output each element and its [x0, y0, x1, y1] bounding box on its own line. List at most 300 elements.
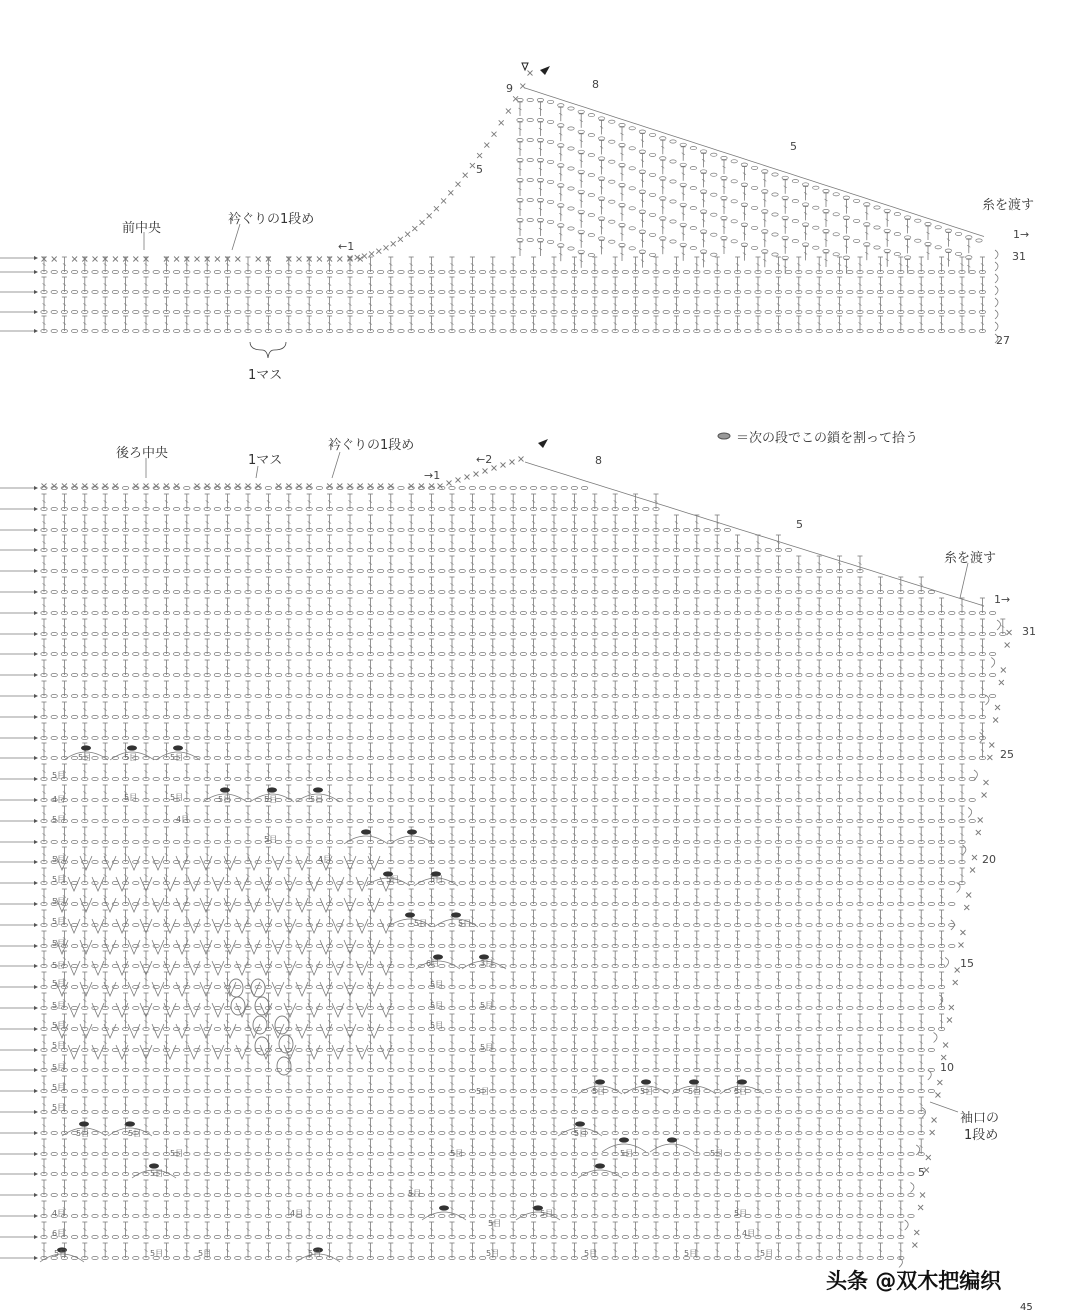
lower-chain: [765, 694, 771, 697]
lower-chain: [520, 528, 526, 531]
lower-chain: [255, 528, 261, 531]
lower-chain: [235, 777, 241, 780]
upper-shoulder-chain: [874, 206, 880, 209]
lower-chain: [418, 715, 424, 718]
upper-chain: [500, 329, 506, 332]
lower-chain: [704, 652, 710, 655]
lower-chain: [296, 632, 302, 635]
upper-shoulder-chain: [915, 219, 921, 222]
lower-chain: [337, 777, 343, 780]
lower-chain: [745, 632, 751, 635]
lower-chain: [398, 548, 404, 551]
upper-chain: [235, 310, 241, 313]
lower-chain: [133, 507, 139, 510]
upper-chain: [622, 290, 628, 293]
lower-chain: [153, 694, 159, 697]
upper-shoulder-chain: [802, 243, 808, 246]
lower-chain: [296, 590, 302, 593]
lower-chain: [275, 548, 281, 551]
upper-shoulder-chain: [568, 107, 574, 110]
lower-chain: [377, 507, 383, 510]
lower-chain: [133, 590, 139, 593]
lower-chain: [459, 611, 465, 614]
upper-shoulder-chain: [690, 207, 696, 210]
lower-chain: [418, 673, 424, 676]
upper-chain: [418, 270, 424, 273]
lower-chain: [133, 611, 139, 614]
upper-shoulder-chain: [598, 177, 604, 180]
upper-shoulder-chain: [925, 222, 931, 225]
upper-chain: [194, 290, 200, 293]
upper-chain: [296, 310, 302, 313]
upper-shoulder-chain: [690, 147, 696, 150]
upper-shoulder-chain: [904, 216, 910, 219]
lower-chain: [622, 590, 628, 593]
lower-chain: [255, 611, 261, 614]
upper-shoulder-chain: [813, 186, 819, 189]
lower-chain: [92, 611, 98, 614]
upper-shoulder-chain: [711, 193, 717, 196]
lower-chain: [459, 590, 465, 593]
lower-chain: [969, 694, 975, 697]
lower-chain: [153, 673, 159, 676]
lower-chain: [541, 611, 547, 614]
lower-chain: [704, 569, 710, 572]
lower-chain: [643, 528, 649, 531]
lower-chain: [133, 694, 139, 697]
lower-chain: [908, 736, 914, 739]
upper-shoulder-chain: [588, 234, 594, 237]
lower-chain: [479, 715, 485, 718]
upper-shoulder-chain: [813, 206, 819, 209]
upper-chain: [398, 290, 404, 293]
lower-chain: [337, 652, 343, 655]
upper-shoulder-chain: [629, 127, 635, 130]
lower-chain: [133, 715, 139, 718]
lower-chain: [765, 756, 771, 759]
lower-chain: [479, 652, 485, 655]
upper-chain: [724, 290, 730, 293]
lower-chain: [439, 756, 445, 759]
lower-chain: [51, 590, 57, 593]
lower-chain: [500, 777, 506, 780]
lower-chain: [867, 715, 873, 718]
upper-chain: [745, 310, 751, 313]
upper-chain: [724, 270, 730, 273]
upper-chain: [194, 329, 200, 332]
lower-chain: [398, 736, 404, 739]
lower-chain: [581, 715, 587, 718]
upper-shoulder-chain: [894, 253, 900, 256]
upper-shoulder-chain: [925, 242, 931, 245]
upper-chain: [847, 290, 853, 293]
lower-chain: [826, 694, 832, 697]
lower-chain: [459, 756, 465, 759]
upper-shoulder-chain: [527, 118, 533, 121]
upper-edge-curve: [995, 298, 998, 307]
lower-chain: [745, 548, 751, 551]
upper-chain: [439, 290, 445, 293]
upper-chain: [418, 329, 424, 332]
upper-shoulder-chain: [904, 236, 910, 239]
lower-chain: [928, 756, 934, 759]
upper-chain: [459, 329, 465, 332]
lower-chain: [724, 798, 730, 801]
lower-chain: [806, 569, 812, 572]
lower-chain: [296, 528, 302, 531]
lower-chain: [765, 715, 771, 718]
lower-chain: [602, 756, 608, 759]
lower-chain: [949, 736, 955, 739]
upper-chain: [51, 329, 57, 332]
lower-chain: [194, 528, 200, 531]
upper-chain: [622, 329, 628, 332]
upper-chain: [867, 329, 873, 332]
lower-chain: [745, 777, 751, 780]
lower-chain: [71, 590, 77, 593]
lower-chain: [581, 694, 587, 697]
upper-chain: [316, 310, 322, 313]
upper-chain: [71, 329, 77, 332]
lower-chain: [255, 507, 261, 510]
lower-chain: [214, 528, 220, 531]
lower-chain: [765, 777, 771, 780]
lower-chain: [479, 736, 485, 739]
lower-chain: [581, 652, 587, 655]
upper-shoulder-chain: [578, 150, 584, 153]
lower-chain: [337, 611, 343, 614]
lower-chain: [316, 528, 322, 531]
lower-row-arrow-12-head: [34, 736, 38, 740]
upper-chain: [377, 329, 383, 332]
upper-chain: [969, 290, 975, 293]
lower-row-arrow-13-head: [34, 756, 38, 760]
lower-chain: [71, 652, 77, 655]
lower-chain: [153, 569, 159, 572]
lower-chain: [92, 736, 98, 739]
lower-chain: [500, 652, 506, 655]
lower-chain: [377, 715, 383, 718]
lower-chain: [561, 486, 567, 489]
lower-chain: [296, 548, 302, 551]
lower-chain: [520, 569, 526, 572]
lower-chain: [887, 611, 893, 614]
lower-chain: [622, 756, 628, 759]
upper-shoulder-chain: [751, 166, 757, 169]
lower-chain: [704, 798, 710, 801]
lower-chain: [235, 611, 241, 614]
lower-chain: [581, 548, 587, 551]
lower-chain: [683, 569, 689, 572]
lower-chain: [235, 528, 241, 531]
lower-chain: [235, 632, 241, 635]
lower-chain: [398, 632, 404, 635]
upper-chain: [214, 290, 220, 293]
lower-chain: [398, 569, 404, 572]
lower-chain: [826, 736, 832, 739]
lower-chain: [541, 507, 547, 510]
upper-chain: [826, 329, 832, 332]
lower-chain: [133, 673, 139, 676]
lower-chain: [949, 632, 955, 635]
lower-chain: [173, 548, 179, 551]
upper-shoulder-chain: [629, 247, 635, 250]
lower-chain: [500, 569, 506, 572]
upper-chain: [663, 270, 669, 273]
upper-shoulder-chain: [751, 186, 757, 189]
lower-chain: [622, 777, 628, 780]
upper-shoulder-chain: [680, 183, 686, 186]
upper-shoulder-chain: [700, 230, 706, 233]
lower-chain: [377, 611, 383, 614]
upper-shoulder-chain: [680, 243, 686, 246]
lower-chain: [704, 694, 710, 697]
upper-shoulder-chain: [731, 220, 737, 223]
lower-chain: [377, 673, 383, 676]
upper-shoulder-chain: [823, 229, 829, 232]
upper-shoulder-chain: [660, 197, 666, 200]
lower-chain: [581, 632, 587, 635]
lower-chain: [969, 715, 975, 718]
lower-chain: [296, 569, 302, 572]
lower-chain: [357, 611, 363, 614]
lower-chain: [663, 569, 669, 572]
upper-row-arrow-3-head: [34, 329, 38, 333]
upper-chain: [255, 329, 261, 332]
lower-chain: [275, 736, 281, 739]
upper-chain: [479, 310, 485, 313]
upper-shoulder-chain: [629, 147, 635, 150]
upper-shoulder-chain: [935, 246, 941, 249]
upper-shoulder-chain: [609, 200, 615, 203]
lower-chain: [520, 486, 526, 489]
lower-chain: [194, 632, 200, 635]
upper-shoulder-chain: [568, 247, 574, 250]
lower-chain: [622, 632, 628, 635]
upper-shoulder-chain: [609, 220, 615, 223]
lower-chain: [235, 507, 241, 510]
upper-shoulder-chain: [721, 196, 727, 199]
upper-shoulder-chain: [568, 227, 574, 230]
upper-chain: [602, 329, 608, 332]
upper-shoulder-chain: [588, 174, 594, 177]
upper-chain: [316, 290, 322, 293]
lower-chain: [989, 652, 995, 655]
lower-chain: [867, 694, 873, 697]
lower-chain: [643, 569, 649, 572]
upper-shoulder-chain: [527, 238, 533, 241]
upper-chain: [235, 270, 241, 273]
upper-shoulder-chain: [792, 180, 798, 183]
upper-shoulder-chain: [649, 213, 655, 216]
upper-chain: [826, 290, 832, 293]
upper-chain: [235, 290, 241, 293]
lower-chain: [928, 652, 934, 655]
lower-chain: [663, 548, 669, 551]
lower-chain: [357, 590, 363, 593]
lower-chain: [683, 694, 689, 697]
lower-row-arrow-14-head: [34, 777, 38, 781]
lower-chain: [51, 736, 57, 739]
lower-chain: [296, 611, 302, 614]
upper-chain: [337, 270, 343, 273]
lower-chain: [806, 673, 812, 676]
upper-shoulder-chain: [558, 184, 564, 187]
lower-chain: [724, 632, 730, 635]
lower-chain: [235, 694, 241, 697]
lower-chain: [561, 528, 567, 531]
lower-chain: [153, 590, 159, 593]
lower-chain: [418, 528, 424, 531]
lower-row-arrow-0-head: [34, 486, 38, 490]
lower-chain: [316, 715, 322, 718]
lower-chain: [459, 528, 465, 531]
upper-chain: [500, 310, 506, 313]
upper-shoulder-chain: [537, 218, 543, 221]
upper-chain: [439, 310, 445, 313]
lower-chain: [561, 777, 567, 780]
lower-row-arrow-10-head: [34, 694, 38, 698]
lower-chain: [826, 632, 832, 635]
lower-chain: [92, 507, 98, 510]
lower-chain: [541, 569, 547, 572]
lower-chain: [296, 777, 302, 780]
lower-chain: [928, 590, 934, 593]
upper-shoulder-chain: [527, 198, 533, 201]
upper-chain: [724, 329, 730, 332]
upper-shoulder-chain: [782, 176, 788, 179]
lower-chain: [683, 528, 689, 531]
upper-shoulder-chain: [517, 118, 523, 121]
lower-chain: [581, 736, 587, 739]
lower-chain: [479, 590, 485, 593]
upper-shoulder-chain: [945, 229, 951, 232]
lower-chain: [153, 715, 159, 718]
lower-chain: [112, 798, 118, 801]
lower-chain: [357, 715, 363, 718]
lower-chain: [275, 777, 281, 780]
lower-chain: [214, 715, 220, 718]
upper-shoulder-chain: [547, 220, 553, 223]
lower-chain: [255, 715, 261, 718]
lower-chain: [418, 590, 424, 593]
lower-chain: [296, 715, 302, 718]
lower-chain: [908, 611, 914, 614]
lower-row-arrow-11-head: [34, 715, 38, 719]
upper-shoulder-chain: [955, 252, 961, 255]
lower-chain: [337, 548, 343, 551]
lower-chain: [541, 673, 547, 676]
lower-chain: [459, 736, 465, 739]
lower-chain: [173, 528, 179, 531]
lower-chain: [357, 673, 363, 676]
lower-chain: [541, 548, 547, 551]
lower-chain: [71, 777, 77, 780]
upper-shoulder-chain: [588, 214, 594, 217]
lower-chain: [214, 632, 220, 635]
lower-chain: [867, 777, 873, 780]
lower-chain: [622, 548, 628, 551]
upper-chain: [663, 329, 669, 332]
lower-chain: [214, 569, 220, 572]
lower-chain: [173, 694, 179, 697]
lower-chain: [398, 798, 404, 801]
lower-chain: [847, 756, 853, 759]
lower-chain: [71, 756, 77, 759]
lower-chain: [785, 590, 791, 593]
lower-chain: [887, 715, 893, 718]
upper-shoulder-chain: [649, 153, 655, 156]
upper-shoulder-chain: [884, 229, 890, 232]
lower-chain: [541, 528, 547, 531]
upper-shoulder-chain: [700, 250, 706, 253]
lower-chain: [255, 548, 261, 551]
lower-chain: [765, 652, 771, 655]
lower-chain: [357, 736, 363, 739]
upper-chain: [479, 329, 485, 332]
lower-chain: [887, 798, 893, 801]
lower-chain: [439, 611, 445, 614]
lower-chain: [561, 798, 567, 801]
upper-shoulder-chain: [955, 232, 961, 235]
lower-row-arrow-1-head: [34, 507, 38, 511]
lower-chain: [561, 756, 567, 759]
lower-chain: [296, 756, 302, 759]
lower-chain: [173, 632, 179, 635]
upper-shoulder-chain: [976, 239, 982, 242]
upper-shoulder-chain: [853, 199, 859, 202]
lower-chain: [867, 611, 873, 614]
lower-chain: [847, 652, 853, 655]
lower-chain: [214, 611, 220, 614]
upper-shoulder-chain: [537, 158, 543, 161]
lower-chain: [643, 694, 649, 697]
lower-chain: [581, 569, 587, 572]
lower-chain: [530, 486, 536, 489]
lower-chain: [418, 507, 424, 510]
upper-chain: [316, 270, 322, 273]
lower-chain: [724, 673, 730, 676]
lower-chain: [173, 715, 179, 718]
upper-chain: [643, 310, 649, 313]
upper-chain: [214, 329, 220, 332]
lower-chain: [826, 652, 832, 655]
lower-chain: [867, 798, 873, 801]
upper-shoulder-chain: [711, 153, 717, 156]
upper-chain: [357, 290, 363, 293]
lower-chain: [704, 777, 710, 780]
lower-chain: [663, 590, 669, 593]
lower-chain: [602, 507, 608, 510]
upper-chain: [581, 290, 587, 293]
lower-chain: [357, 756, 363, 759]
upper-chain: [173, 329, 179, 332]
upper-chain: [683, 329, 689, 332]
lower-chain: [541, 652, 547, 655]
lower-chain: [520, 736, 526, 739]
lower-chain: [184, 486, 190, 489]
upper-shoulder-chain: [609, 140, 615, 143]
upper-shoulder-chain: [588, 254, 594, 257]
lower-chain: [867, 756, 873, 759]
upper-shoulder-chain: [547, 140, 553, 143]
lower-chain: [989, 673, 995, 676]
lower-chain: [51, 569, 57, 572]
lower-chain: [867, 736, 873, 739]
lower-chain: [255, 632, 261, 635]
lower-chain: [561, 673, 567, 676]
lower-chain: [418, 694, 424, 697]
